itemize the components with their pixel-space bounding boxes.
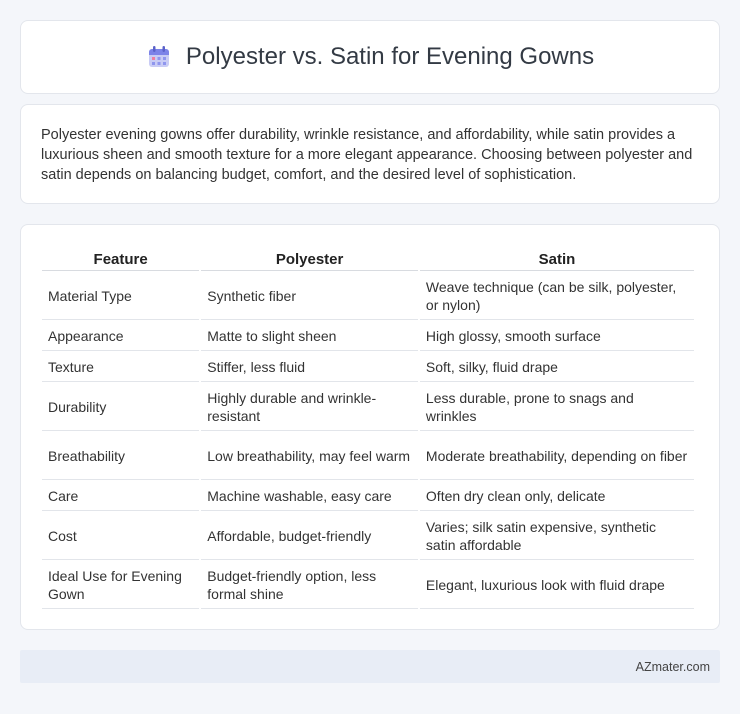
satin-cell: Often dry clean only, delicate [420,480,694,511]
footer-brand[interactable]: AZmater.com [635,659,710,674]
table-header-row [42,245,694,271]
feature-cell: Material Type [42,271,199,320]
feature-cell: Care [42,480,199,511]
polyester-cell: Matte to slight sheen [201,320,418,351]
feature-cell: Ideal Use for Evening Gown [42,560,199,609]
table-row [42,382,694,431]
calendar-icon [146,44,172,70]
comparison-table-card [20,224,720,630]
table-row [42,480,694,511]
header-satin: Satin [420,245,694,271]
polyester-cell: Budget-friendly option, less formal shine [201,560,418,609]
polyester-cell: Highly durable and wrinkle-resistant [201,382,418,431]
table-row [42,351,694,382]
feature-cell: Appearance [42,320,199,351]
feature-cell: Breathability [42,431,199,480]
title-card [20,20,720,94]
table-row [42,320,694,351]
table-row [42,560,694,609]
comparison-table [40,245,696,609]
polyester-cell: Affordable, budget-friendly [201,511,418,560]
feature-cell: Cost [42,511,199,560]
summary-card [20,104,720,204]
satin-cell: Soft, silky, fluid drape [420,351,694,382]
feature-cell: Durability [42,382,199,431]
page-title: Polyester vs. Satin for Evening Gowns [185,43,595,70]
satin-cell: Weave technique (can be silk, polyester, or nylon) [420,271,694,320]
table-row [42,431,694,480]
satin-cell: Less durable, prone to snags and wrinkles [420,382,694,431]
summary-text: Polyester evening gowns offer durability, wrinkle resistance, and affordability, while satin provides a luxurious sheen and smooth texture for a more elegant appearance. Choosing between polyester and satin depends on balancing budget, comfort, and the desired level of sophistication. [41,127,693,183]
header-feature: Feature [42,245,199,271]
header-polyester: Polyester [201,245,418,271]
satin-cell: High glossy, smooth surface [420,320,694,351]
polyester-cell: Low breathability, may feel warm [201,431,418,480]
table-row [42,511,694,560]
polyester-cell: Stiffer, less fluid [201,351,418,382]
satin-cell: Varies; silk satin expensive, synthetic satin affordable [420,511,694,560]
satin-cell: Moderate breathability, depending on fiber [420,431,694,480]
satin-cell: Elegant, luxurious look with fluid drape [420,560,694,609]
footer [20,650,720,683]
polyester-cell: Synthetic fiber [201,271,418,320]
polyester-cell: Machine washable, easy care [201,480,418,511]
table-row [42,271,694,320]
feature-cell: Texture [42,351,199,382]
